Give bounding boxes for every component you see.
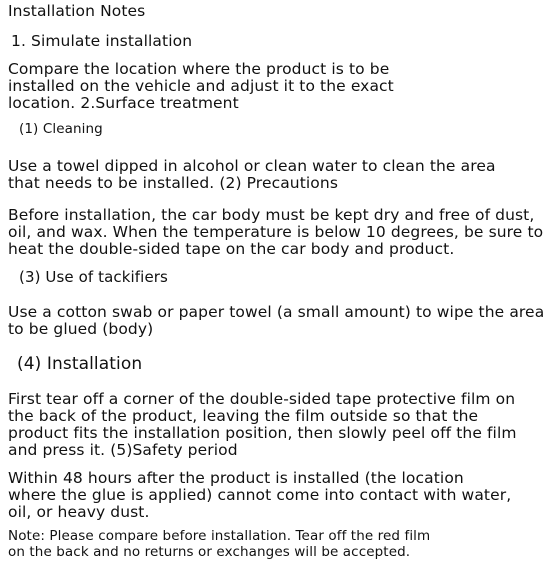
subheading-installation: (4) Installation (17, 354, 143, 374)
paragraph-cleaning: Use a towel dipped in alcohol or clean water to clean the area that needs to be installed. (2) Precautions (8, 157, 496, 192)
section-text-simulate-installation: Compare the location where the product is to be installed on the vehicle and adjust it to the exact location. 2.Surface treatment (8, 60, 394, 112)
note-text: Note: Please compare before installation. Tear off the red film on the back and no returns or exchanges will be accepted. (8, 528, 431, 560)
paragraph-installation: First tear off a corner of the double-sided tape protective film on the back of the product, leaving the film outside so that the product fits the installation position, then slowly peel off the film and press it. (5)Safety period (8, 390, 517, 459)
section-heading-simulate-installation: 1. Simulate installation (11, 32, 193, 50)
paragraph-tackifiers: Use a cotton swab or paper towel (a small amount) to wipe the area to be glued (body) (8, 303, 545, 338)
paragraph-precautions: Before installation, the car body must be kept dry and free of dust, oil, and wax. When the temperature is below 10 degrees, be sure to heat the double-sided tape on the car body and product. (8, 206, 544, 258)
subheading-tackifiers: (3) Use of tackifiers (19, 268, 168, 286)
page-title: Installation Notes (8, 2, 146, 20)
paragraph-safety-period: Within 48 hours after the product is installed (the location where the glue is applied) cannot come into contact with water, oil, or heavy dust. (8, 469, 512, 521)
subheading-cleaning: (1) Cleaning (19, 121, 103, 137)
